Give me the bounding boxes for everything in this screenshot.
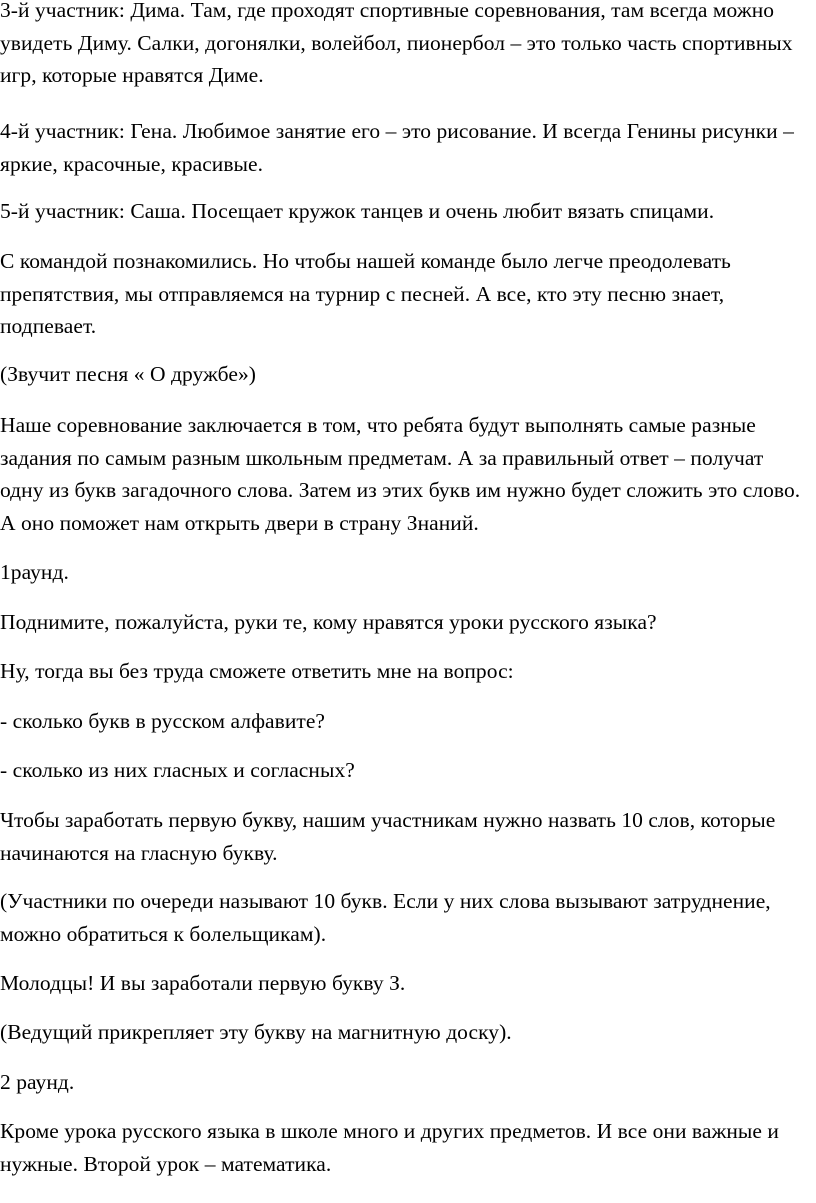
round-1-heading: 1раунд. <box>0 560 69 584</box>
paragraph-participant-3: 3-й участник: Дима. Там, где проходят спортивные соревнования, там всегда можно увидеть Диму. Салки, догонялки, волейбол, пионербол – это только часть спортивных игр, которые нравятся Диме. <box>0 0 793 87</box>
paragraph-russian-question: Поднимите, пожалуйста, руки те, кому нравятся уроки русского языка? <box>0 610 657 634</box>
paragraph-answer-prompt: Ну, тогда вы без труда сможете ответить мне на вопрос: <box>0 659 514 683</box>
paragraph-participants-note: (Участники по очереди называют 10 букв. Если у них слова вызывают затруднение, можно обратиться к болельщикам). <box>0 889 771 946</box>
paragraph-first-letter-task: Чтобы заработать первую букву, нашим участникам нужно назвать 10 слов, которые начинаются на гласную букву. <box>0 808 776 865</box>
paragraph-competition-rules: Наше соревнование заключается в том, что ребята будут выполнять самые разные задания по самым разным школьным предметам. А за правильный ответ – получат одну из букв загадочного слова. Затем из этих букв им нужно будет сложить это слово. А оно поможет нам открыть двери в страну Знаний. <box>0 413 801 535</box>
paragraph-participant-5: 5-й участник: Саша. Посещает кружок танцев и очень любит вязать спицами. <box>0 199 715 223</box>
list-item-vowels-consonants: - сколько из них гласных и согласных? <box>0 758 355 782</box>
paragraph-math-intro: Кроме урока русского языка в школе много и других предметов. И все они важные и нужные. Второй урок – математика. <box>0 1119 779 1176</box>
paragraph-song-note: (Звучит песня « О дружбе») <box>0 362 256 386</box>
paragraph-team-intro: С командой познакомились. Но чтобы нашей команде было легче преодолевать препятствия, мы отправляемся на турнир с песней. А все, кто эту песню знает, подпевает. <box>0 249 731 338</box>
paragraph-participant-4: 4-й участник: Гена. Любимое занятие его – это рисование. И всегда Генины рисунки – яркие, красочные, красивые. <box>0 119 794 176</box>
paragraph-well-done: Молодцы! И вы заработали первую букву З. <box>0 971 406 995</box>
round-2-heading: 2 раунд. <box>0 1070 75 1094</box>
list-item-alphabet-count: - сколько букв в русском алфавите? <box>0 709 326 733</box>
paragraph-host-note: (Ведущий прикрепляет эту букву на магнитную доску). <box>0 1020 512 1044</box>
